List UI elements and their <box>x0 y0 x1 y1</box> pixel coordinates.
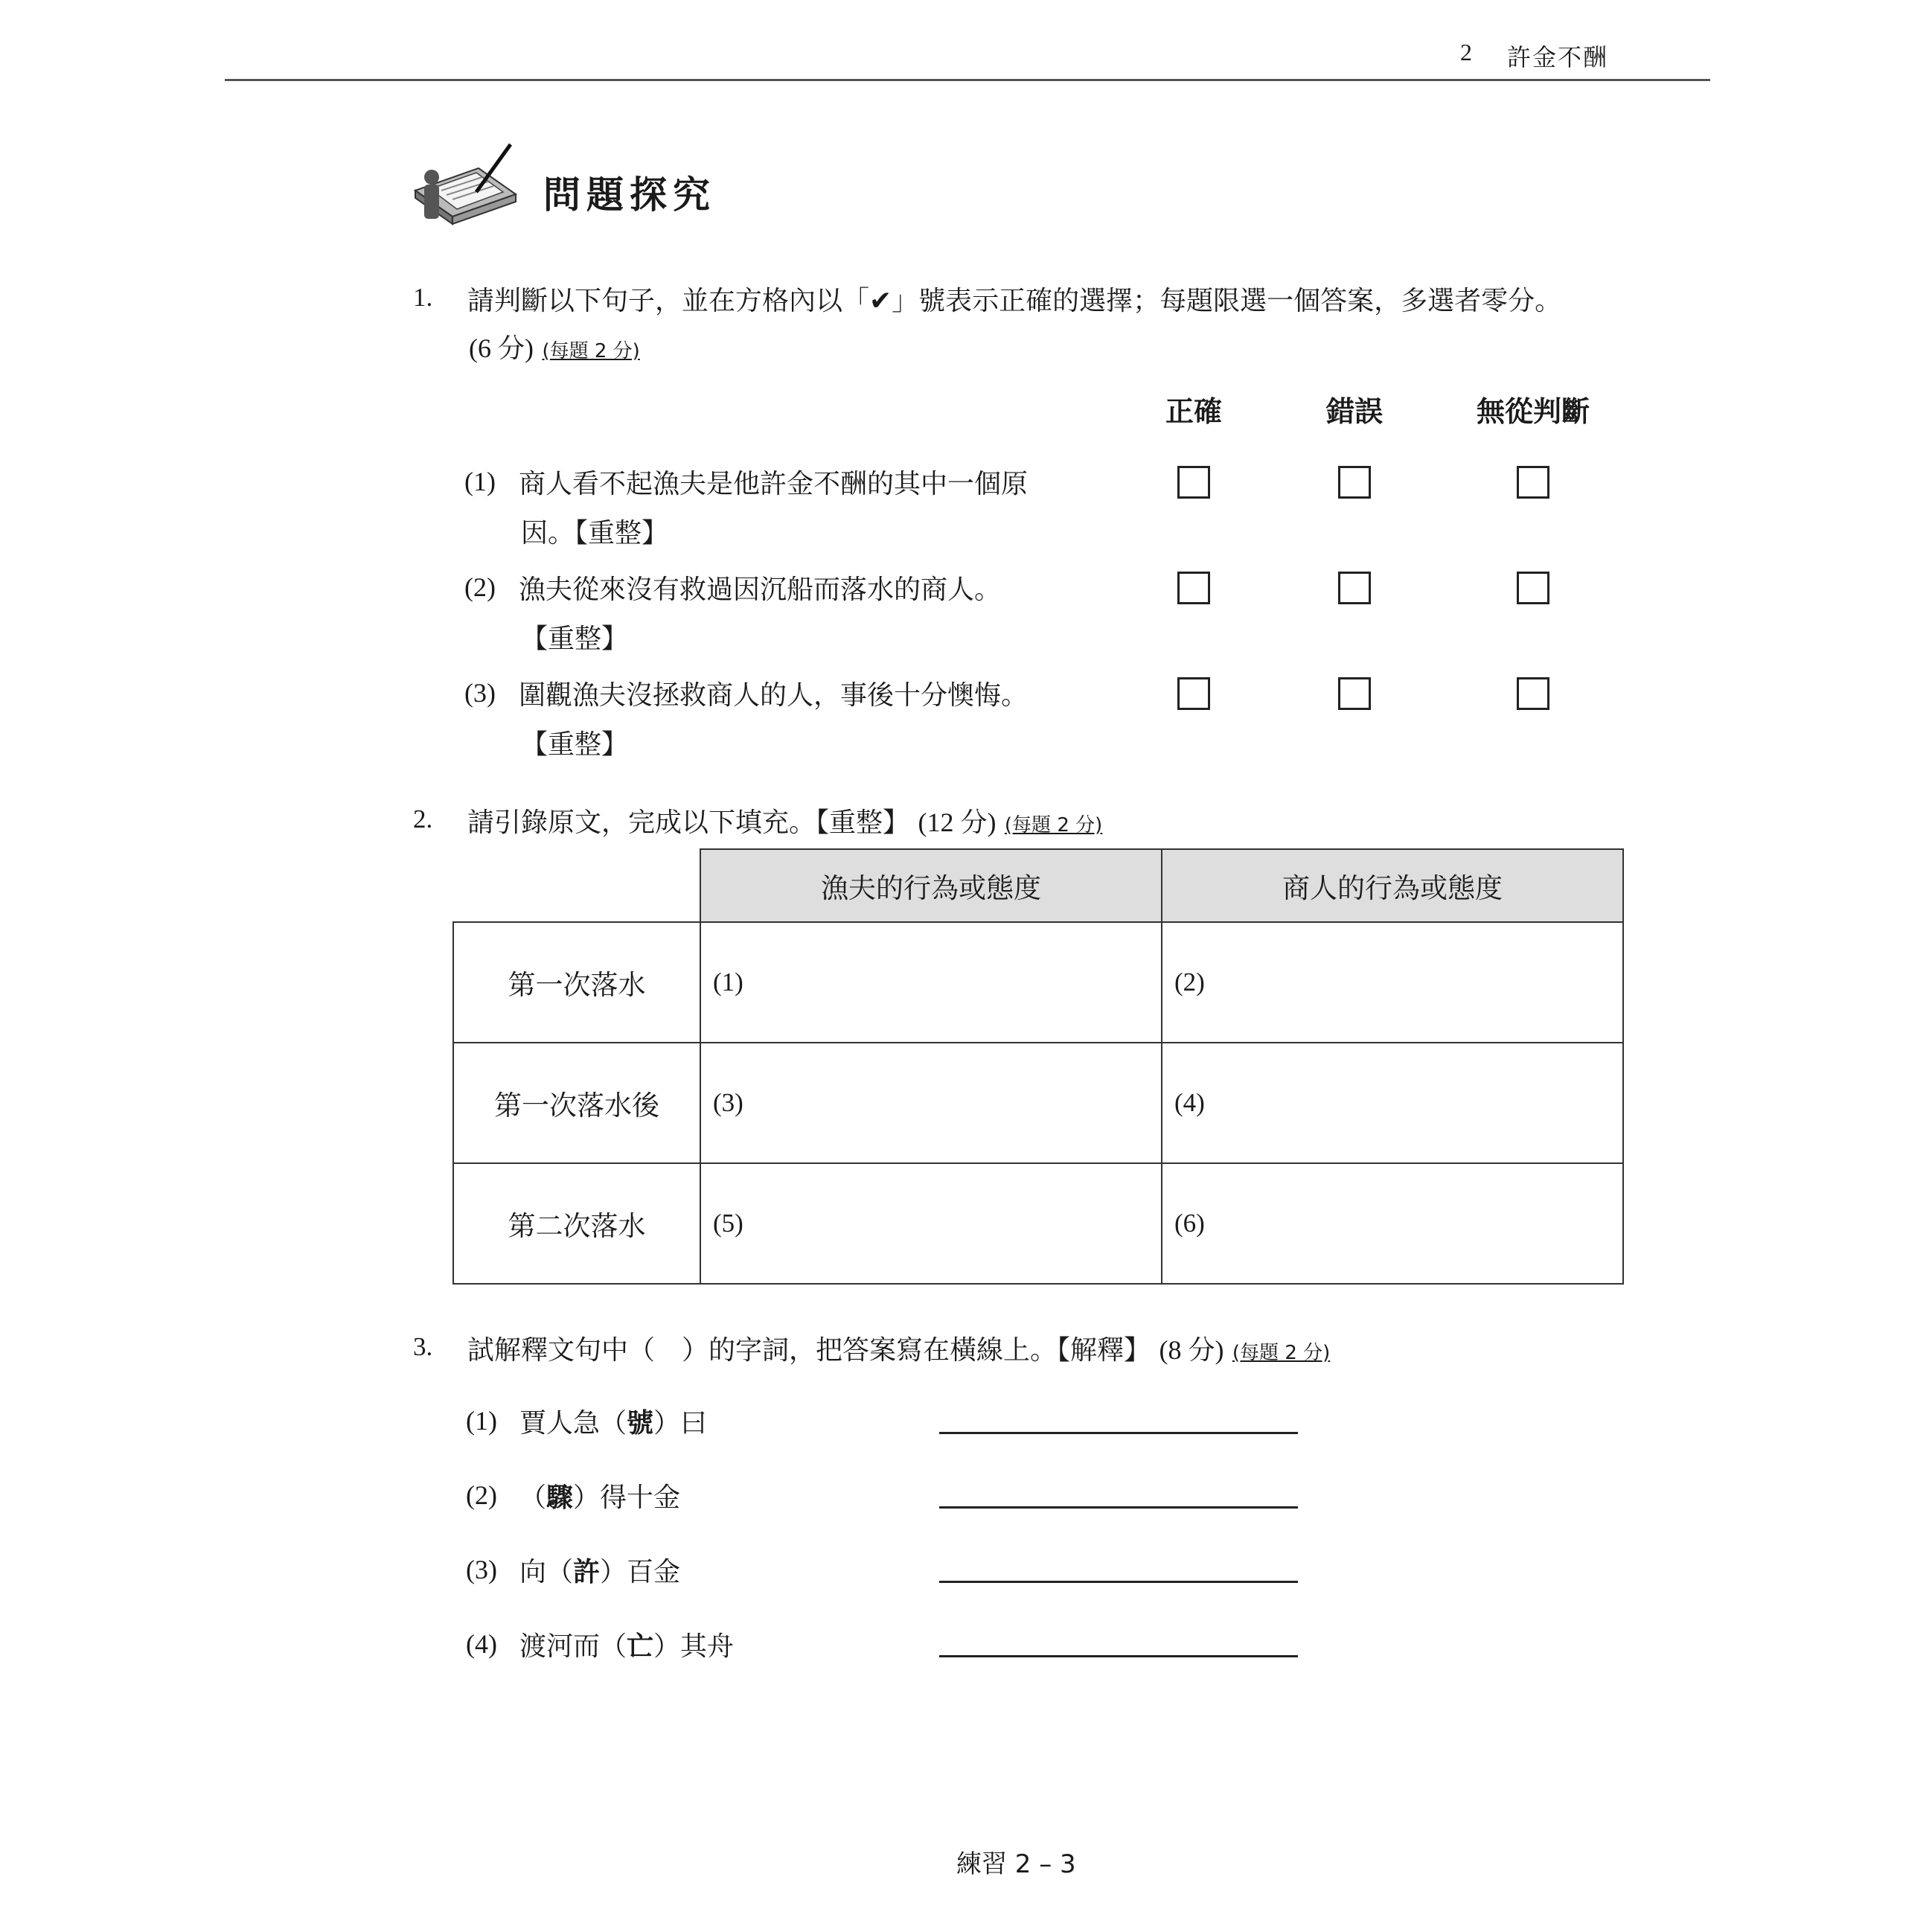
q3-item-3-pre: 向（ <box>519 1557 574 1587</box>
q1-item-3-line2: 【重整】 <box>521 729 629 760</box>
header-chapter-title: 許金不酬 <box>1507 43 1609 71</box>
header-chapter-number: 2 <box>1460 39 1472 65</box>
header-divider <box>225 79 1710 81</box>
q3-score: (8 分) <box>1159 1335 1224 1365</box>
q1-item-2-correct-checkbox[interactable] <box>1177 572 1210 604</box>
q3-item-1-phrase <box>519 1402 707 1440</box>
q1-score-note: (每題 2 分) <box>542 340 640 362</box>
q2-instruction: 請引錄原文，完成以下填充。【重整】 <box>467 807 910 838</box>
q1-item-3-correct-checkbox[interactable] <box>1177 677 1210 710</box>
q3-item-4-post: ）其舟 <box>653 1631 735 1662</box>
q3-item-4-keyword: 亡 <box>627 1631 654 1662</box>
q3-score-note: (每題 2 分) <box>1232 1342 1331 1364</box>
table-row <box>453 1043 1623 1163</box>
q3-item-3-label: (3) <box>466 1555 497 1584</box>
q1-item-1-wrong-checkbox[interactable] <box>1338 466 1371 499</box>
q1-item-2-line1: 漁夫從來沒有救過因沉船而落水的商人。 <box>519 575 1002 605</box>
q3-instruction: 試解釋文句中（ ）的字詞，把答案寫在橫線上。【解釋】 <box>467 1335 1151 1366</box>
section-title: 問題探究 <box>543 173 716 217</box>
q1-item-2-line2: 【重整】 <box>521 624 629 654</box>
q3-item-4-label: (4) <box>466 1629 497 1659</box>
q1-col-correct: 正確 <box>1165 395 1222 428</box>
q2-row-2-label: 第一次落水後 <box>453 1043 700 1163</box>
q2-answer-1[interactable]: (1) <box>700 922 1162 1043</box>
q3-item-3-answer-line[interactable] <box>939 1581 1298 1583</box>
q2-score-note: (每題 2 分) <box>1004 814 1103 837</box>
q1-score: (6 分) <box>469 333 534 363</box>
teacher-lectern-icon <box>408 138 519 235</box>
q3-item-3-keyword: 許 <box>573 1557 601 1587</box>
q3-item-2-phrase <box>519 1477 680 1514</box>
q2-table-corner <box>453 849 700 922</box>
q3-item-2-keyword: 驟 <box>546 1482 574 1513</box>
q3-item-3-phrase <box>519 1551 680 1589</box>
q3-item-1-pre: 賈人急（ <box>519 1408 627 1439</box>
q1-item-2-undetermined-checkbox[interactable] <box>1517 572 1549 604</box>
q2-answer-4[interactable]: (4) <box>1162 1043 1623 1163</box>
q1-number: 1. <box>413 283 433 312</box>
q1-item-2-label: (2) <box>464 572 496 602</box>
q1-item-1-label: (1) <box>464 467 496 496</box>
q2-answer-2[interactable]: (2) <box>1162 922 1623 1043</box>
q1-score-line <box>469 327 640 365</box>
table-row <box>453 1163 1623 1284</box>
q3-number: 3. <box>413 1332 433 1361</box>
q1-item-1-undetermined-checkbox[interactable] <box>1517 466 1549 499</box>
q1-item-3-label: (3) <box>464 678 496 708</box>
q2-answer-6[interactable]: (6) <box>1162 1163 1623 1284</box>
q1-item-1-correct-checkbox[interactable] <box>1177 466 1210 499</box>
q2-answer-5[interactable]: (5) <box>700 1163 1162 1284</box>
q3-item-4-answer-line[interactable] <box>939 1655 1298 1657</box>
q3-item-1-label: (1) <box>466 1406 497 1436</box>
q3-item-2-pre: （ <box>519 1482 547 1513</box>
q3-item-4-phrase <box>519 1625 734 1663</box>
q1-item-3-line1: 圍觀漁夫沒拯救商人的人，事後十分懊悔。 <box>519 680 1029 711</box>
page-number: 練習 2 – 3 <box>956 1849 1076 1879</box>
q2-answer-3[interactable]: (3) <box>700 1043 1162 1163</box>
q2-col-fisherman: 漁夫的行為或態度 <box>700 849 1162 922</box>
q1-item-1-line2: 因。【重整】 <box>521 518 669 548</box>
q1-item-3-undetermined-checkbox[interactable] <box>1517 677 1549 710</box>
q2-fill-table <box>452 848 1624 1285</box>
q1-item-2-wrong-checkbox[interactable] <box>1338 572 1371 604</box>
q3-item-2-post: ）得十金 <box>573 1482 681 1513</box>
q1-instruction: 請判斷以下句子，並在方格內以「✔」號表示正確的選擇；每題限選一個答案，多選者零分。 <box>467 286 1562 316</box>
q3-item-1-keyword: 號 <box>627 1408 654 1439</box>
q1-item-3-wrong-checkbox[interactable] <box>1338 677 1371 710</box>
q3-item-1-answer-line[interactable] <box>939 1432 1298 1434</box>
q2-row-1-label: 第一次落水 <box>453 922 700 1043</box>
q2-instruction-line <box>467 802 1102 839</box>
q3-instruction-line <box>467 1329 1330 1367</box>
q2-score: (12 分) <box>918 807 997 837</box>
q3-item-4-pre: 渡河而（ <box>519 1631 627 1662</box>
q3-item-2-label: (2) <box>466 1480 497 1510</box>
q2-number: 2. <box>413 805 433 834</box>
q3-item-3-post: ）百金 <box>600 1557 681 1587</box>
q1-col-wrong: 錯誤 <box>1325 395 1383 428</box>
q2-row-3-label: 第二次落水 <box>453 1163 700 1284</box>
q3-item-2-answer-line[interactable] <box>939 1506 1298 1509</box>
q1-col-undetermined: 無從判斷 <box>1476 395 1590 428</box>
table-row <box>453 922 1623 1043</box>
q2-col-merchant: 商人的行為或態度 <box>1162 849 1623 922</box>
q3-item-1-post: ）曰 <box>653 1408 708 1439</box>
q1-item-1-line1: 商人看不起漁夫是他許金不酬的其中一個原 <box>519 469 1029 499</box>
q2-table-header-row <box>453 849 1623 922</box>
